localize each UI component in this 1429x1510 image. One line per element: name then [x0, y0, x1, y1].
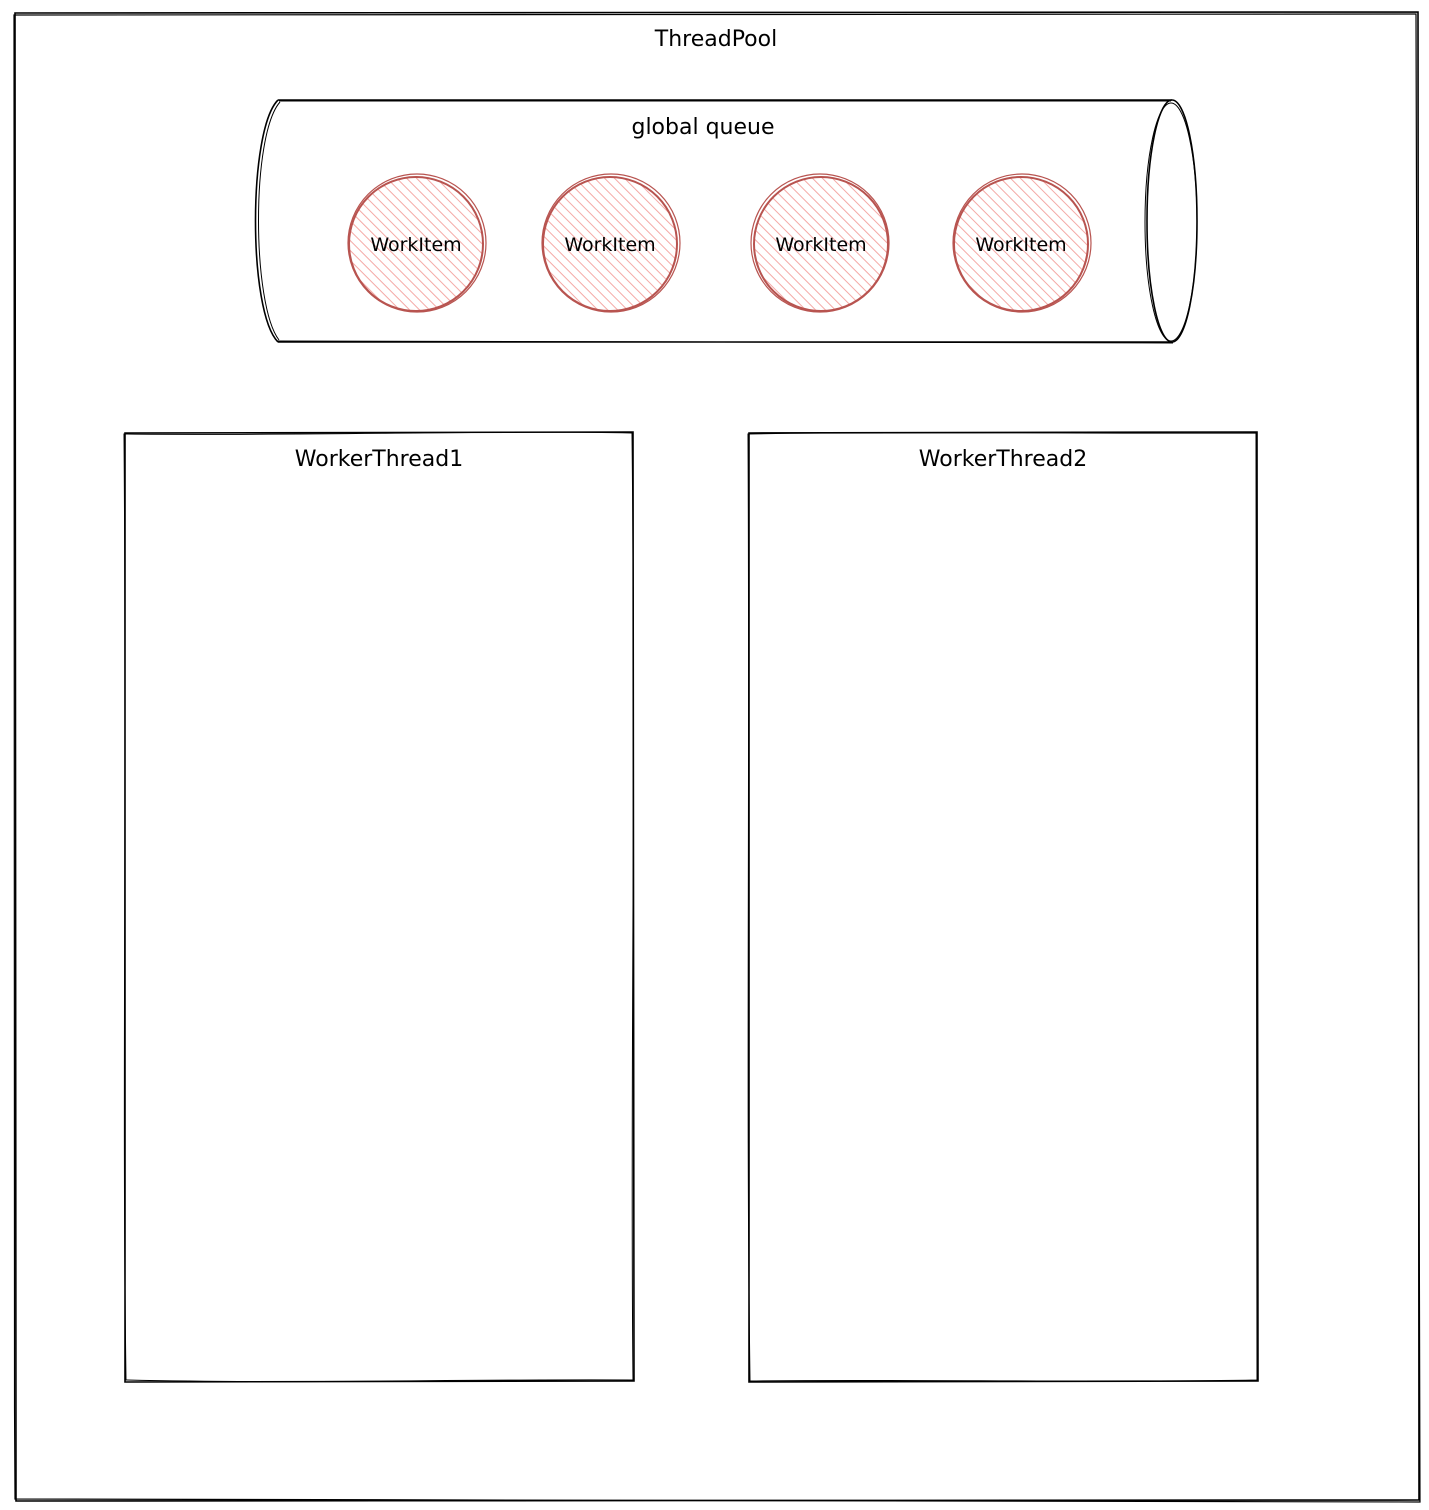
work-item-1: [348, 174, 486, 312]
work-item-2: [542, 174, 680, 312]
work-item-3: [751, 174, 889, 312]
work-item-label: WorkItem: [775, 234, 867, 256]
threadpool-title: ThreadPool: [654, 27, 778, 52]
threadpool-container: [14, 12, 1420, 1503]
worker-thread-1-label: WorkerThread1: [294, 447, 464, 472]
global-queue-label: global queue: [631, 115, 775, 140]
worker-thread-2: [748, 432, 1258, 1382]
worker-thread-1: [124, 432, 634, 1382]
work-item-label: WorkItem: [975, 234, 1067, 256]
worker-thread-2-label: WorkerThread2: [918, 447, 1088, 472]
work-item-label: WorkItem: [564, 234, 656, 256]
work-item-label: WorkItem: [370, 234, 462, 256]
work-item-4: [953, 174, 1091, 312]
